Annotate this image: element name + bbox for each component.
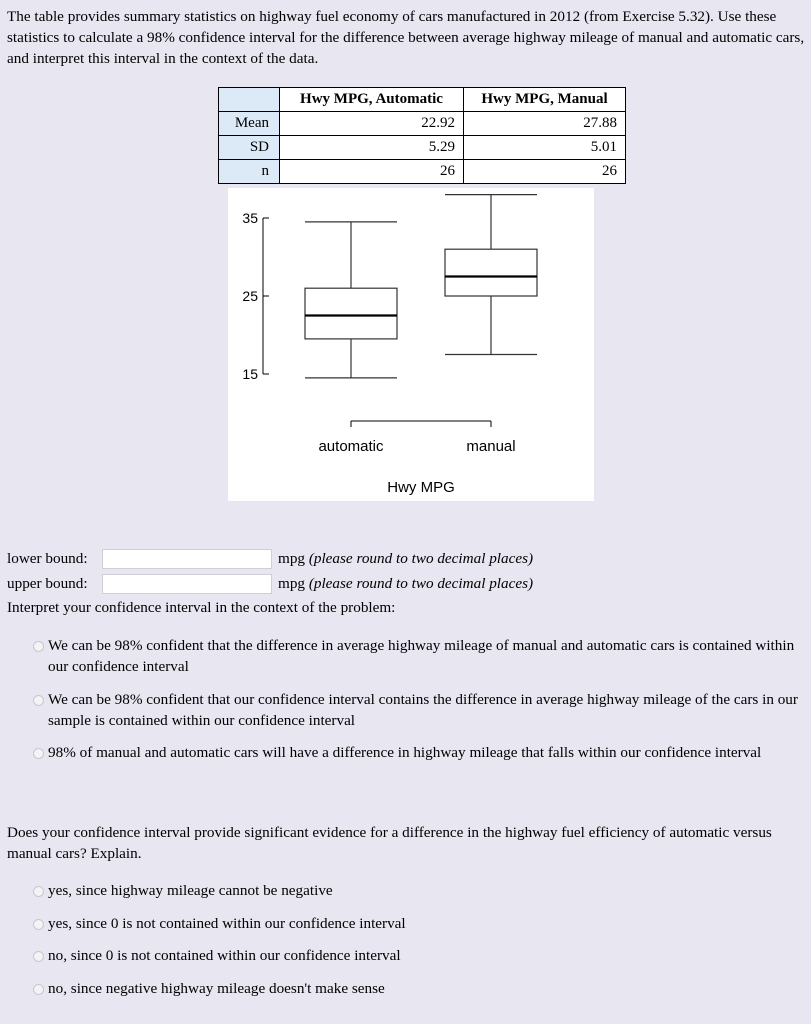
y-tick-label: 25 xyxy=(242,288,258,304)
header-manual: Hwy MPG, Manual xyxy=(464,88,626,112)
cell-n-manual: 26 xyxy=(464,160,626,184)
box-automatic xyxy=(305,288,397,339)
summary-stats-table xyxy=(218,87,626,184)
table-row xyxy=(219,112,626,136)
option-label: yes, since 0 is not contained within our confidence interval xyxy=(48,915,406,932)
upper-units-text: mpg xyxy=(278,575,306,592)
lower-bound-label: lower bound: xyxy=(7,550,88,567)
interpret-option-2[interactable] xyxy=(33,689,803,731)
lower-units-text: mpg xyxy=(278,550,306,567)
cell-sd-manual: 5.01 xyxy=(464,136,626,160)
boxplot-svg xyxy=(228,188,594,501)
box-manual xyxy=(445,249,537,296)
x-tick-label: automatic xyxy=(318,438,384,455)
row-label-n: n xyxy=(219,160,280,184)
radio-button[interactable] xyxy=(33,641,44,652)
x-axis-title: Hwy MPG xyxy=(387,479,455,496)
question-intro: The table provides summary statistics on highway fuel economy of cars manufactured in 2012 (from Exercise 5.32). Use these statistics to calculate a 98% confidence interval for the difference between average highway mileage of manual and automatic cars, and interpret this interval in the context of the data. xyxy=(7,8,805,67)
table-row xyxy=(219,136,626,160)
table-corner-cell xyxy=(219,88,280,112)
option-label: no, since negative highway mileage doesn't make sense xyxy=(48,980,385,997)
upper-hint-text: (please round to two decimal places) xyxy=(308,575,534,592)
interpret-prompt: Interpret your confidence interval in the context of the problem: xyxy=(7,599,396,616)
cell-mean-manual: 27.88 xyxy=(464,112,626,136)
table-row xyxy=(219,160,626,184)
radio-button[interactable] xyxy=(33,886,44,897)
upper-bound-row xyxy=(7,573,533,595)
radio-button[interactable] xyxy=(33,984,44,995)
option-label: no, since 0 is not contained within our confidence interval xyxy=(48,947,401,964)
x-tick-label: manual xyxy=(466,438,516,455)
cell-n-automatic: 26 xyxy=(280,160,464,184)
lower-bound-input[interactable] xyxy=(102,549,272,569)
option-label: We can be 98% confident that the difference in average highway mileage of manual and automatic cars is contained within our confidence interval xyxy=(48,637,795,675)
interpret-option-1[interactable] xyxy=(33,635,803,677)
significance-option-4[interactable] xyxy=(33,978,803,999)
lower-hint-text: (please round to two decimal places) xyxy=(308,550,534,567)
cell-mean-automatic: 22.92 xyxy=(280,112,464,136)
header-automatic: Hwy MPG, Automatic xyxy=(280,88,464,112)
lower-bound-row xyxy=(7,548,533,570)
row-label-mean: Mean xyxy=(219,112,280,136)
boxplot-chart xyxy=(228,188,594,501)
y-tick-label: 35 xyxy=(242,210,258,226)
upper-bound-units xyxy=(278,575,533,593)
table-header-row xyxy=(219,88,626,112)
option-label: 98% of manual and automatic cars will have a difference in highway mileage that falls within our confidence interval xyxy=(48,744,762,761)
radio-button[interactable] xyxy=(33,951,44,962)
cell-sd-automatic: 5.29 xyxy=(280,136,464,160)
option-label: We can be 98% confident that our confidence interval contains the difference in average highway mileage of the cars in our sample is contained within our confidence interval xyxy=(48,691,798,729)
y-tick-label: 15 xyxy=(242,366,258,382)
lower-bound-units xyxy=(278,550,533,568)
significance-option-3[interactable] xyxy=(33,945,803,966)
row-label-sd: SD xyxy=(219,136,280,160)
option-label: yes, since highway mileage cannot be negative xyxy=(48,882,333,899)
upper-bound-input[interactable] xyxy=(102,574,272,594)
radio-button[interactable] xyxy=(33,919,44,930)
radio-button[interactable] xyxy=(33,695,44,706)
interpret-option-3[interactable] xyxy=(33,742,803,763)
significance-option-2[interactable] xyxy=(33,913,803,934)
significance-option-1[interactable] xyxy=(33,880,803,901)
upper-bound-label: upper bound: xyxy=(7,575,88,592)
significance-prompt: Does your confidence interval provide significant evidence for a difference in the highway fuel efficiency of automatic versus manual cars? Explain. xyxy=(7,824,772,862)
radio-button[interactable] xyxy=(33,748,44,759)
